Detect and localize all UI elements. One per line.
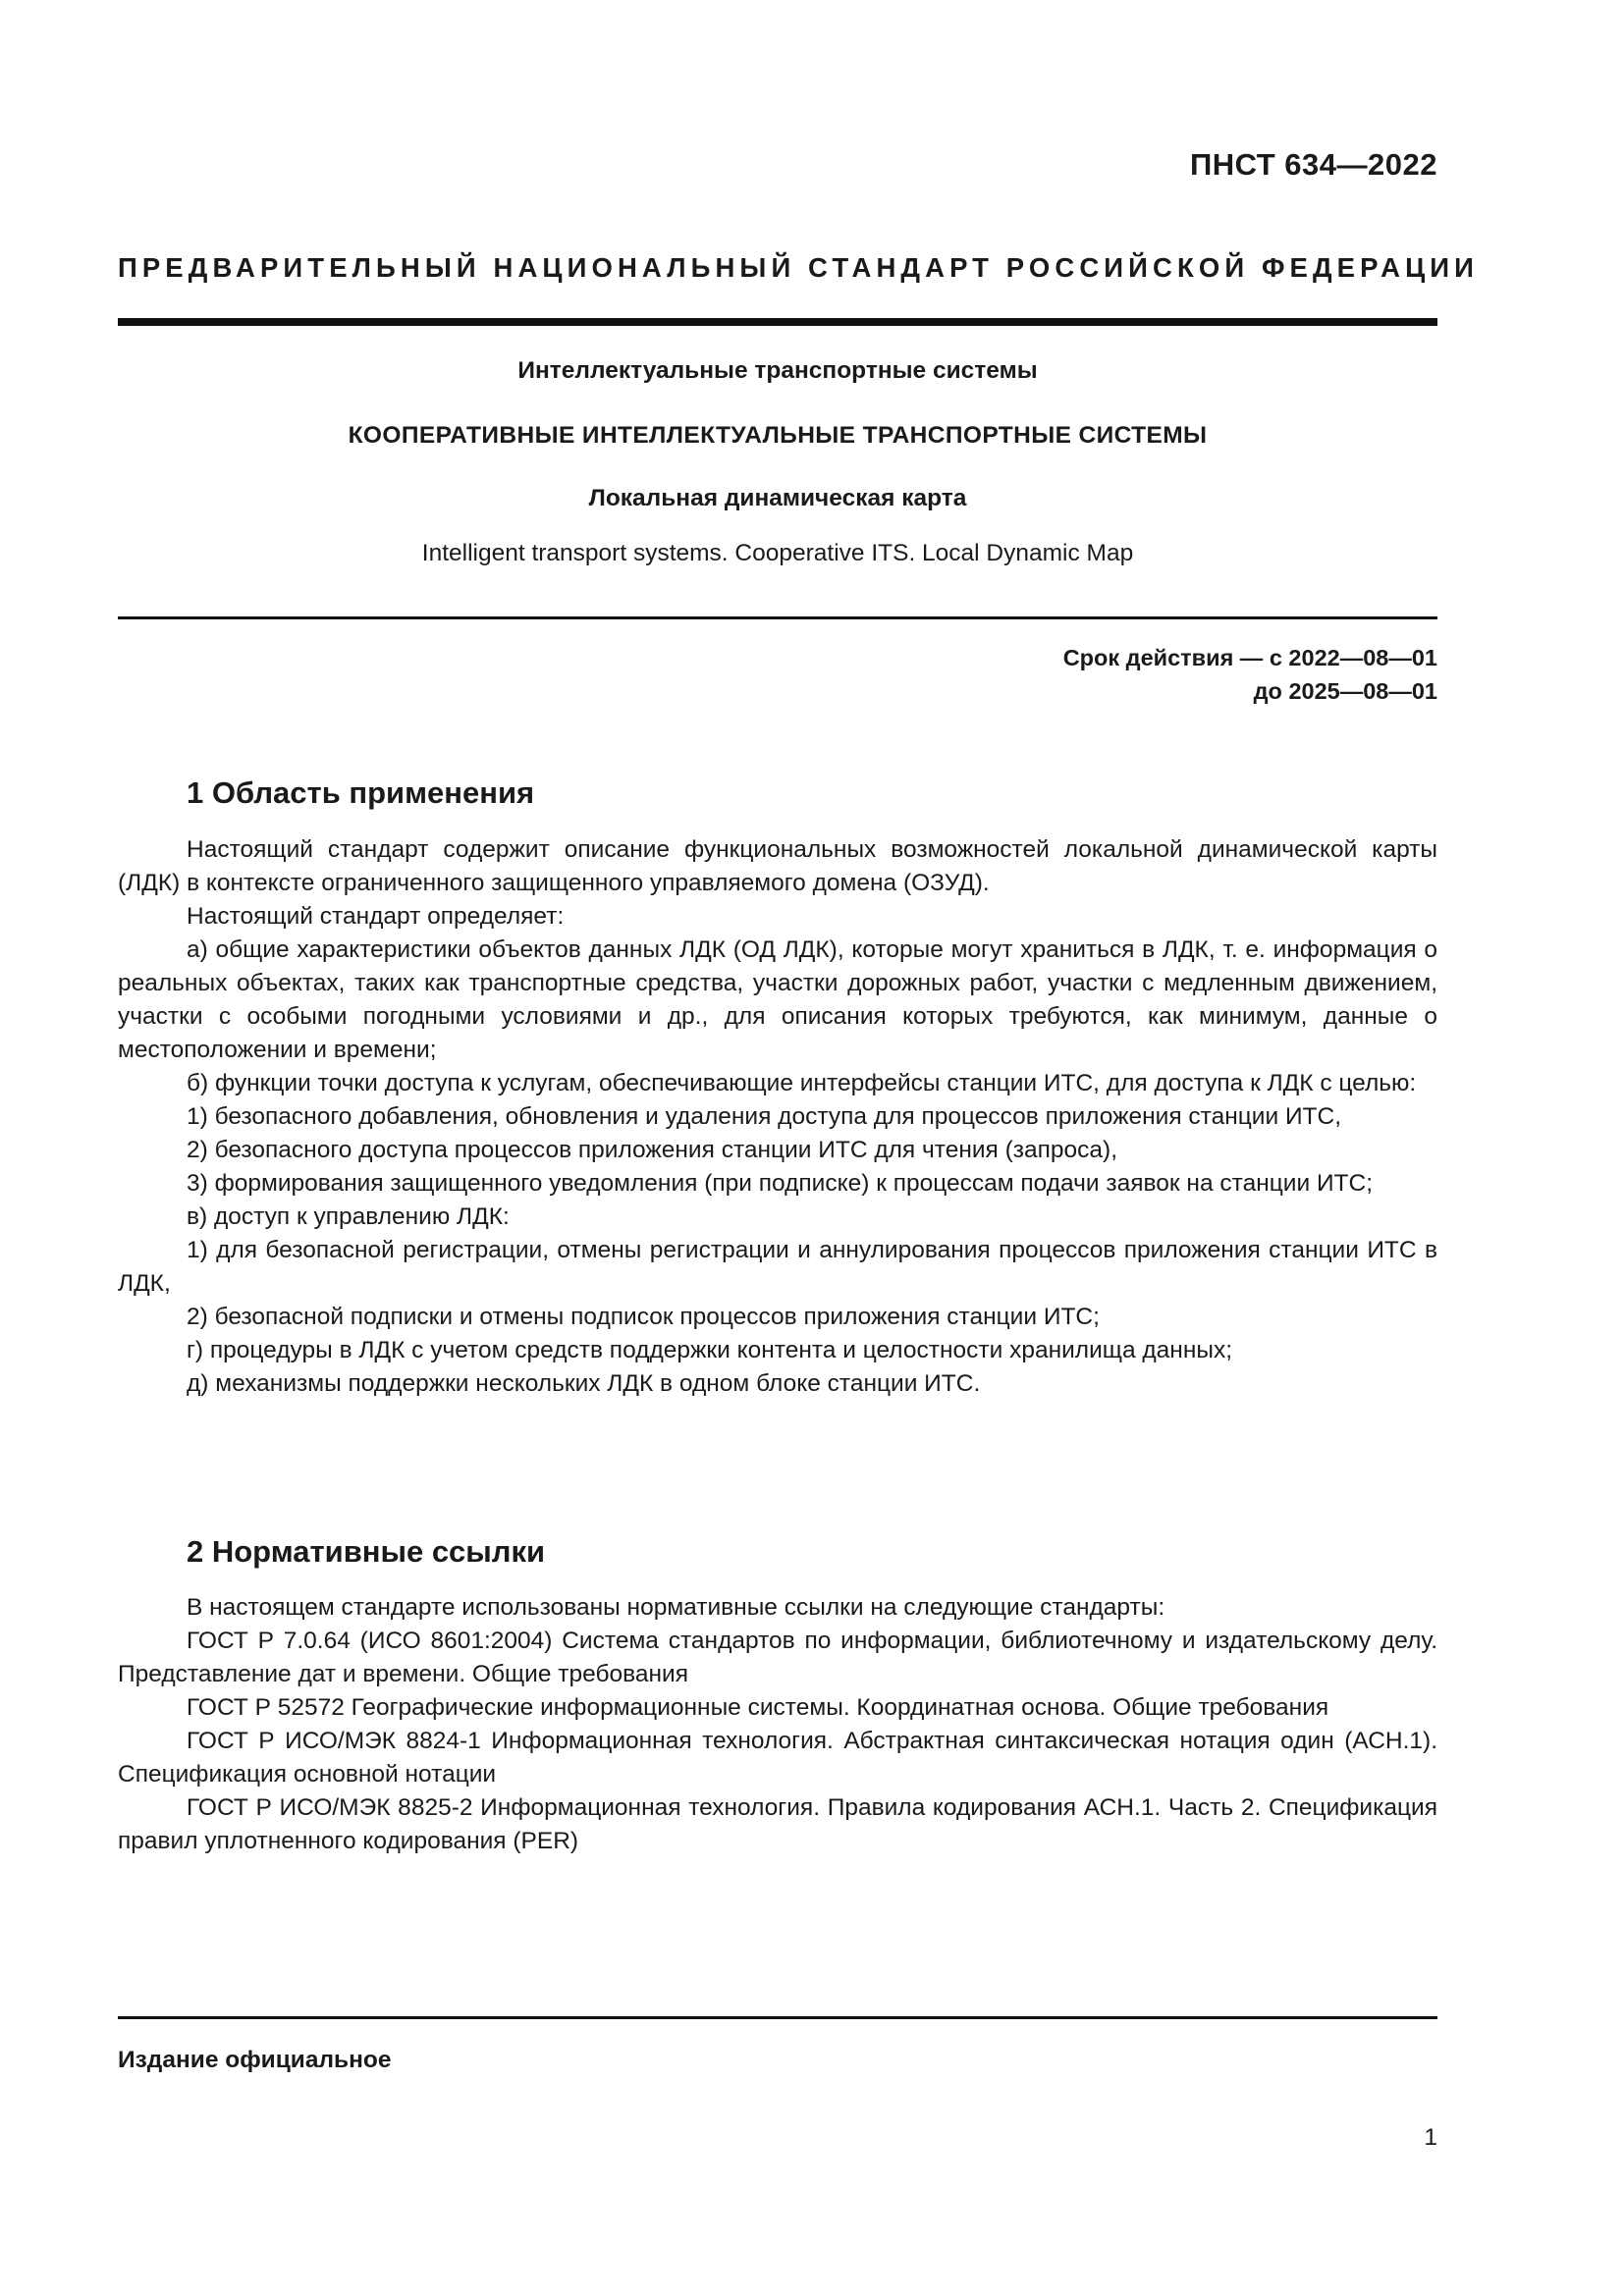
page-number: 1 xyxy=(1424,2124,1437,2151)
paragraph: 3) формирования защищенного уведомления (при подписке) к процессам подачи заявок на станции ИТС; xyxy=(187,1170,1374,1197)
paragraph: в) доступ к управлению ЛДК: xyxy=(187,1203,510,1230)
title-line-1: Интеллектуальные транспортные системы xyxy=(517,357,1038,384)
english-title: Intelligent transport systems. Cooperative ITS. Local Dynamic Map xyxy=(421,540,1134,566)
validity-from: Срок действия — с 2022—08—01 xyxy=(1062,645,1437,670)
footer-divider xyxy=(118,2016,1437,2019)
reference-entry: ГОСТ Р ИСО/МЭК 8824-1 Информационная технология. Абстрактная синтаксическая нотация один (АСН.1). Спецификация основной нотации xyxy=(118,1728,1437,1788)
reference-entry: ГОСТ Р 7.0.64 (ИСО 8601:2004) Система стандартов по информации, библиотечному и издательскому делу. Представление дат и времени. Общие требования xyxy=(118,1628,1437,1687)
paragraph: б) функции точки доступа к услугам, обеспечивающие интерфейсы станции ИТС, для доступа к ЛДК с целью: xyxy=(187,1070,1417,1096)
section-2-body xyxy=(118,1591,1437,1858)
section-1-heading: 1 Область применения xyxy=(187,775,535,810)
paragraph: В настоящем стандарте использованы нормативные ссылки на следующие стандарты: xyxy=(187,1594,1165,1621)
paragraph: Настоящий стандарт содержит описание функциональных возможностей локальной динамической карты (ЛДК) в контексте ограниченного защищенного управляемого домена (ОЗУД). xyxy=(118,836,1437,896)
paragraph: а) общие характеристики объектов данных ЛДК (ОД ЛДК), которые могут храниться в ЛДК, т. е. информация о реальных объектах, таких как транспортные средства, участки дорожных работ, участки с медленным движением, участки с особыми погодными условиями и др., для описания которых требуются, как минимум, данные о местоположении и времени; xyxy=(118,936,1437,1063)
paragraph: 1) для безопасной регистрации, отмены регистрации и аннулирования процессов приложения станции ИТС в ЛДК, xyxy=(118,1237,1437,1297)
reference-entry: ГОСТ Р 52572 Географические информационные системы. Координатная основа. Общие требования xyxy=(187,1694,1329,1721)
title-line-2: КООПЕРАТИВНЫЕ ИНТЕЛЛЕКТУАЛЬНЫЕ ТРАНСПОРТНЫЕ СИСТЕМЫ xyxy=(348,422,1208,449)
validity-period xyxy=(1063,641,1437,708)
paragraph: 1) безопасного добавления, обновления и удаления доступа для процессов приложения станции ИТС, xyxy=(187,1103,1342,1130)
title-divider xyxy=(118,616,1437,619)
standard-type-heading: ПРЕДВАРИТЕЛЬНЫЙ НАЦИОНАЛЬНЫЙ СТАНДАРТ РОССИЙСКОЙ ФЕДЕРАЦИИ xyxy=(118,252,1479,283)
paragraph: г) процедуры в ЛДК с учетом средств поддержки контента и целостности хранилища данных; xyxy=(187,1337,1233,1363)
validity-to: до 2025—08—01 xyxy=(1253,678,1437,704)
paragraph: Настоящий стандарт определяет: xyxy=(187,903,565,930)
edition-label: Издание официальное xyxy=(118,2047,392,2073)
paragraph: 2) безопасной подписки и отмены подписок процессов приложения станции ИТС; xyxy=(187,1304,1100,1330)
section-2-heading: 2 Нормативные ссылки xyxy=(187,1534,546,1569)
paragraph: д) механизмы поддержки нескольких ЛДК в одном блоке станции ИТС. xyxy=(187,1370,981,1397)
section-1-body xyxy=(118,833,1437,1401)
reference-entry: ГОСТ Р ИСО/МЭК 8825-2 Информационная технология. Правила кодирования АСН.1. Часть 2. Спецификация правил уплотненного кодирования (PER) xyxy=(118,1794,1437,1854)
paragraph: 2) безопасного доступа процессов приложения станции ИТС для чтения (запроса), xyxy=(187,1137,1117,1163)
title-line-3: Локальная динамическая карта xyxy=(588,485,967,511)
document-number: ПНСТ 634—2022 xyxy=(1189,147,1437,182)
header-divider xyxy=(118,318,1437,326)
